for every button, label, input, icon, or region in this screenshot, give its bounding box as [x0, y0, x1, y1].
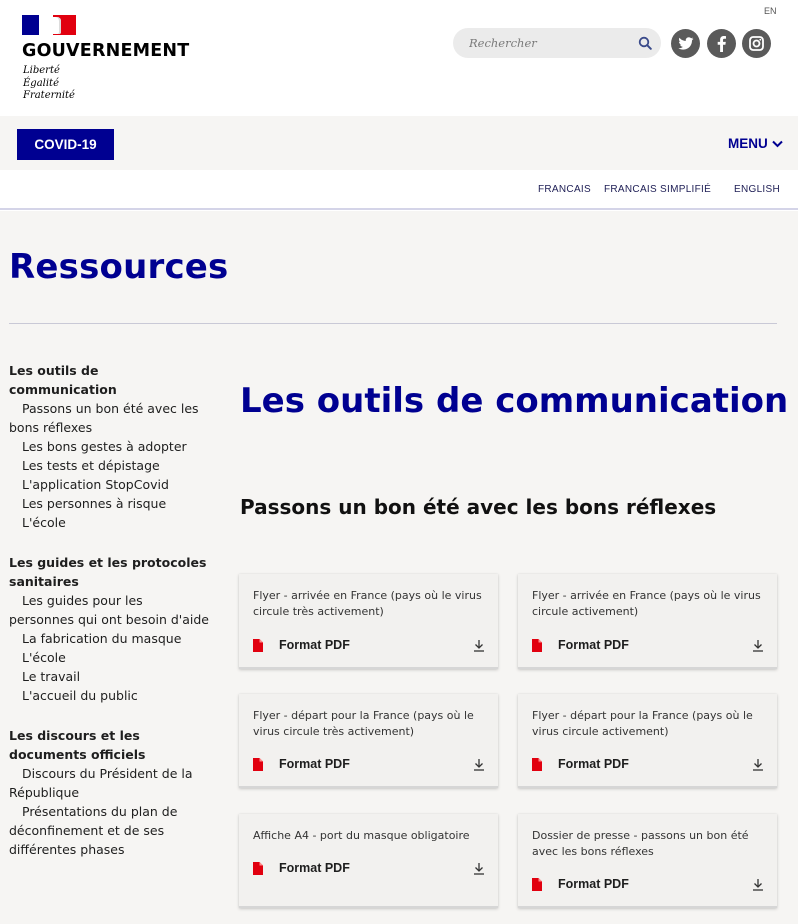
pdf-file-icon	[532, 758, 542, 771]
main-content	[0, 211, 798, 924]
card-title: Flyer - arrivée en France (pays où le virus circule très activement)	[253, 589, 482, 618]
card-download[interactable]	[253, 757, 485, 775]
pdf-file-icon	[253, 639, 263, 652]
covid-button[interactable]: COVID-19	[17, 129, 114, 160]
card-download[interactable]	[253, 861, 485, 879]
sidebar-item[interactable]: Discours du Président de la République	[9, 766, 193, 800]
card-title: Affiche A4 - port du masque obligatoire	[253, 829, 470, 842]
format-label: Format PDF	[558, 877, 629, 891]
sidebar-item[interactable]: Les guides pour les personnes qui ont besoin d'aide	[9, 593, 209, 627]
subsection-title: Passons un bon été avec les bons réflexes	[240, 495, 717, 519]
sidebar-item[interactable]: La fabrication du masque	[22, 631, 182, 646]
card-download[interactable]	[532, 638, 764, 656]
format-label: Format PDF	[558, 757, 629, 771]
pdf-file-icon	[253, 862, 263, 875]
sidebar-item[interactable]: Présentations du plan de déconfinement et de ses différentes phases	[9, 804, 178, 857]
chevron-down-icon	[772, 140, 783, 148]
menu-button[interactable]	[728, 136, 783, 151]
main-navbar	[0, 116, 798, 170]
card-download[interactable]	[253, 638, 485, 656]
search-box	[453, 28, 661, 58]
resource-card[interactable]	[518, 814, 777, 908]
motto-line: Liberté	[23, 65, 60, 76]
motto-line: Égalité	[23, 77, 59, 89]
motto-line: Fraternité	[23, 90, 75, 101]
facebook-icon[interactable]	[707, 29, 736, 58]
sidebar-item[interactable]: Passons un bon été avec les bons réflexes	[9, 401, 199, 435]
pdf-file-icon	[532, 878, 542, 891]
sidebar-heading[interactable]: Les guides et les protocoles sanitaires	[9, 555, 207, 589]
card-title: Flyer - arrivée en France (pays où le virus circule activement)	[532, 589, 761, 618]
resource-card[interactable]	[239, 694, 498, 788]
sidebar-item[interactable]: L'application StopCovid	[22, 477, 169, 492]
sidebar-item[interactable]: Le travail	[22, 669, 81, 684]
lang-link-english[interactable]: ENGLISH	[734, 184, 781, 195]
sidebar-nav	[9, 361, 209, 880]
marianne-flag-icon	[22, 15, 76, 35]
download-icon[interactable]	[752, 758, 764, 771]
language-switch-en[interactable]: EN	[764, 6, 777, 16]
download-icon[interactable]	[473, 639, 485, 652]
search-input[interactable]	[469, 34, 629, 52]
sidebar-heading[interactable]: Les outils de communication	[9, 363, 117, 397]
lang-link-francais-simplifie[interactable]: FRANCAIS SIMPLIFIÉ	[604, 184, 712, 195]
sidebar-group	[9, 726, 209, 859]
sidebar-heading[interactable]: Les discours et les documents officiels	[9, 728, 146, 762]
download-icon[interactable]	[473, 758, 485, 771]
pdf-file-icon	[532, 639, 542, 652]
format-label: Format PDF	[558, 638, 629, 652]
section-title: Les outils de communication	[240, 381, 789, 421]
card-download[interactable]	[532, 757, 764, 775]
site-header	[0, 0, 798, 116]
resource-card[interactable]	[239, 814, 498, 908]
format-label: Format PDF	[279, 638, 350, 652]
card-title: Flyer - départ pour la France (pays où le virus circule activement)	[532, 709, 753, 738]
sidebar-item[interactable]: L'école	[22, 515, 66, 530]
resource-card[interactable]	[518, 574, 777, 669]
menu-label: MENU	[728, 136, 768, 151]
government-name: GOUVERNEMENT	[22, 41, 190, 61]
sidebar-item[interactable]: L'école	[22, 650, 66, 665]
resource-card[interactable]	[518, 694, 777, 788]
download-icon[interactable]	[473, 862, 485, 875]
divider	[9, 323, 777, 324]
card-title: Flyer - départ pour la France (pays où le virus circule très activement)	[253, 709, 474, 738]
sidebar-group	[9, 361, 209, 532]
motto	[23, 65, 75, 103]
card-download[interactable]	[532, 877, 764, 895]
sidebar-group	[9, 553, 209, 705]
sidebar-item[interactable]: Les personnes à risque	[22, 496, 167, 511]
page-title: Ressources	[9, 247, 229, 287]
sidebar-item[interactable]: Les tests et dépistage	[22, 458, 160, 473]
card-title: Dossier de presse - passons un bon été avec les bons réflexes	[532, 829, 749, 858]
pdf-file-icon	[253, 758, 263, 771]
lang-link-francais[interactable]: FRANCAIS	[538, 184, 591, 195]
format-label: Format PDF	[279, 757, 350, 771]
sidebar-item[interactable]: L'accueil du public	[22, 688, 138, 703]
format-label: Format PDF	[279, 861, 350, 875]
instagram-icon[interactable]	[742, 29, 771, 58]
language-bar	[0, 170, 798, 210]
sidebar-item[interactable]: Les bons gestes à adopter	[22, 439, 187, 454]
download-icon[interactable]	[752, 878, 764, 891]
search-icon[interactable]	[638, 36, 652, 50]
resource-card[interactable]	[239, 574, 498, 669]
download-icon[interactable]	[752, 639, 764, 652]
twitter-icon[interactable]	[671, 29, 700, 58]
